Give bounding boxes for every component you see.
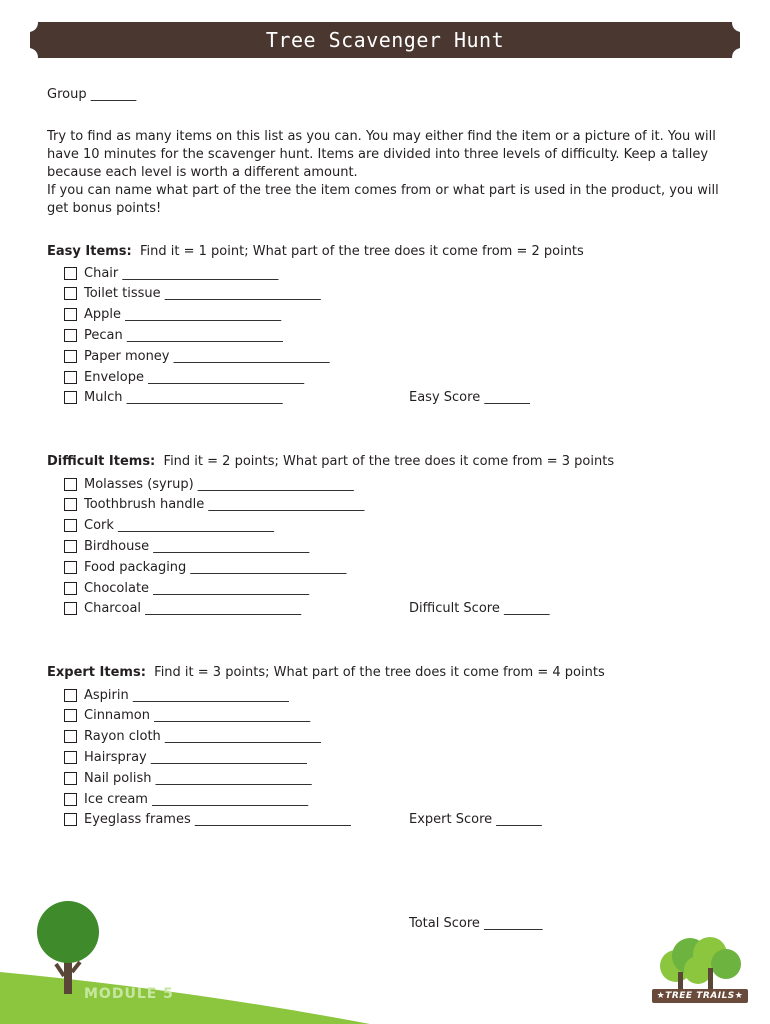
expert-rule: Find it = 3 points; What part of the tree does it come from = 4 points — [154, 665, 605, 680]
difficult-item-label: Charcoal ________________________ — [84, 601, 302, 617]
easy-item-label: Paper money ________________________ — [84, 348, 330, 364]
expert-item-label: Eyeglass frames ________________________ — [84, 812, 351, 828]
difficult-item-label: Birdhouse ________________________ — [84, 538, 310, 554]
expert-item — [64, 706, 310, 726]
checkbox[interactable] — [64, 308, 77, 321]
difficult-heading — [47, 454, 614, 469]
intro-paragraph-1: Try to find as many items on this list as you can. You may either find the item or a picture of it. You will have 10 minutes for the scavenger hunt. Items are divided into three levels of difficulty. Keep a talley because each level is worth a different amount. — [47, 129, 716, 180]
difficult-item — [64, 557, 346, 577]
module-label: MODULE 5 — [84, 986, 174, 1002]
easy-item-label: Chair ________________________ — [84, 265, 279, 281]
easy-item-label: Pecan ________________________ — [84, 327, 283, 343]
easy-item — [64, 263, 278, 283]
expert-item-label: Cinnamon ________________________ — [84, 708, 311, 724]
expert-item — [64, 747, 307, 767]
checkbox[interactable] — [64, 350, 77, 363]
checkbox[interactable] — [64, 602, 77, 615]
difficult-item-label: Chocolate ________________________ — [84, 580, 310, 596]
expert-score: Expert Score _______ — [409, 812, 542, 827]
expert-item — [64, 810, 351, 830]
checkbox[interactable] — [64, 498, 77, 511]
easy-item — [64, 388, 283, 408]
checkbox[interactable] — [64, 582, 77, 595]
checkbox[interactable] — [64, 689, 77, 702]
checkbox[interactable] — [64, 793, 77, 806]
checkbox[interactable] — [64, 709, 77, 722]
total-score: Total Score _________ — [409, 916, 543, 931]
difficult-rule: Find it = 2 points; What part of the tree does it come from = 3 points — [163, 454, 615, 469]
expert-item — [64, 685, 289, 705]
checkbox[interactable] — [64, 391, 77, 404]
easy-heading — [47, 244, 584, 259]
easy-item-label: Toilet tissue ________________________ — [84, 286, 321, 302]
difficult-label: Difficult Items: — [47, 454, 156, 469]
easy-label: Easy Items: — [47, 244, 132, 259]
easy-item-label: Envelope ________________________ — [84, 369, 305, 385]
checkbox[interactable] — [64, 813, 77, 826]
expert-item — [64, 727, 321, 747]
difficult-item-label: Food packaging ________________________ — [84, 559, 347, 575]
checkbox[interactable] — [64, 287, 77, 300]
checkbox[interactable] — [64, 267, 77, 280]
easy-item-label: Apple ________________________ — [84, 307, 282, 323]
checkbox[interactable] — [64, 772, 77, 785]
difficult-score: Difficult Score _______ — [409, 601, 550, 616]
difficult-item — [64, 516, 274, 536]
group-line: Group _______ — [47, 87, 137, 102]
expert-heading — [47, 665, 605, 680]
expert-item-label: Hairspray ________________________ — [84, 749, 307, 765]
checkbox[interactable] — [64, 371, 77, 384]
checkbox[interactable] — [64, 478, 77, 491]
difficult-item — [64, 536, 309, 556]
difficult-item-label: Cork ________________________ — [84, 518, 275, 534]
easy-item-label: Mulch ________________________ — [84, 390, 283, 406]
difficult-item-label: Molasses (syrup) ________________________ — [84, 476, 354, 492]
difficult-item-label: Toothbrush handle ________________________ — [84, 497, 365, 513]
easy-item — [64, 367, 304, 387]
checkbox[interactable] — [64, 329, 77, 342]
difficult-item — [64, 474, 354, 494]
checkbox[interactable] — [64, 730, 77, 743]
difficult-item — [64, 495, 364, 515]
expert-item — [64, 789, 308, 809]
intro-paragraph-2: If you can name what part of the tree the item comes from or what part is used in the product, you will get bonus points! — [47, 183, 719, 216]
difficult-item — [64, 599, 301, 619]
difficult-item — [64, 578, 309, 598]
expert-item-label: Aspirin ________________________ — [84, 687, 289, 703]
checkbox[interactable] — [64, 561, 77, 574]
easy-item — [64, 284, 321, 304]
expert-label: Expert Items: — [47, 665, 146, 680]
expert-item — [64, 768, 312, 788]
tree-trails-logo-text: ★TREE TRAILS★ — [652, 989, 748, 1003]
easy-score: Easy Score _______ — [409, 390, 530, 405]
page-title: Tree Scavenger Hunt — [265, 28, 505, 52]
checkbox[interactable] — [64, 540, 77, 553]
easy-rule: Find it = 1 point; What part of the tree does it come from = 2 points — [140, 244, 584, 259]
checkbox[interactable] — [64, 519, 77, 532]
easy-item — [64, 325, 283, 345]
easy-item — [64, 346, 330, 366]
easy-item — [64, 305, 281, 325]
expert-item-label: Nail polish ________________________ — [84, 770, 312, 786]
expert-item-label: Ice cream ________________________ — [84, 791, 309, 807]
checkbox[interactable] — [64, 751, 77, 764]
expert-item-label: Rayon cloth ________________________ — [84, 729, 321, 745]
title-banner — [30, 22, 740, 58]
